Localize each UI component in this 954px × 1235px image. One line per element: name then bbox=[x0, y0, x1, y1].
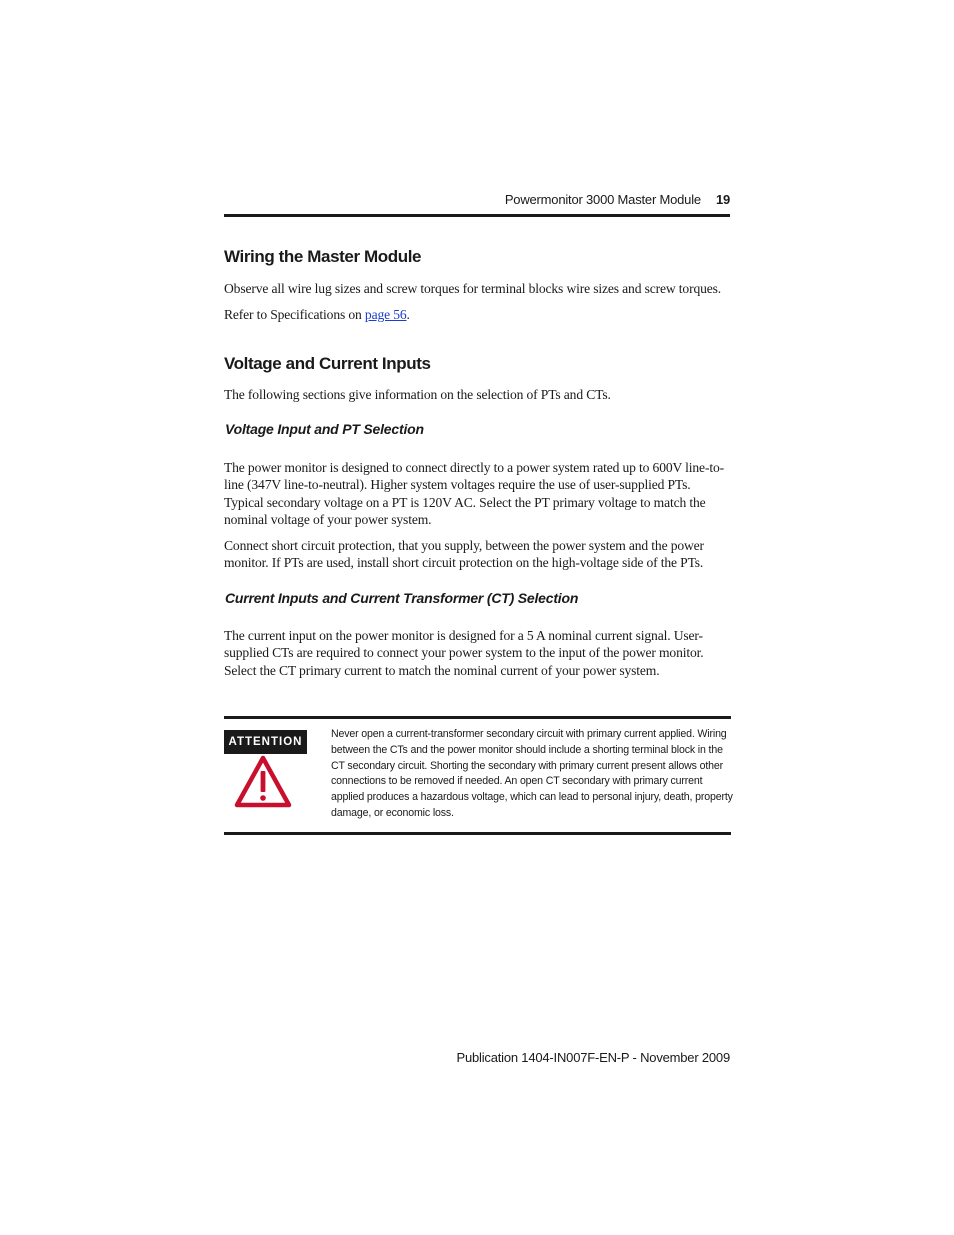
attention-text: Never open a current-transformer secondary circuit with primary current applied. Wiring between the CTs and the power monitor should include a shorting terminal block in the CT secondary circuit. Shorting the secondary with primary current present allows other connections to be removed if needed. An open CT secondary with primary current applied produces a hazardous voltage, which can lead to personal injury, death, property damage, or economic loss. bbox=[331, 728, 733, 819]
attention-bottom-rule bbox=[224, 832, 731, 835]
wiring-heading: Wiring the Master Module bbox=[224, 247, 422, 266]
header-rule bbox=[224, 214, 730, 217]
voltage-current-heading: Voltage and Current Inputs bbox=[224, 354, 431, 373]
wiring-paragraph-1: Observe all wire lug sizes and screw torques for terminal blocks wire sizes and screw torques. bbox=[224, 281, 722, 296]
voltage-current-intro: The following sections give information on the selection of PTs and CTs. bbox=[224, 387, 611, 402]
voltage-subheading: Voltage Input and PT Selection bbox=[225, 421, 424, 437]
specs-reference-text: Refer to Specifications on bbox=[224, 307, 365, 322]
warning-triangle-icon bbox=[234, 755, 292, 808]
attention-badge: ATTENTION bbox=[224, 730, 307, 754]
attention-top-rule bbox=[224, 716, 731, 719]
voltage-paragraph-2: Connect short circuit protection, that you supply, between the power system and the power monitor. If PTs are used, install short circuit protection on the high-voltage side of the PTs. bbox=[224, 538, 704, 571]
current-subheading: Current Inputs and Current Transformer (CT) Selection bbox=[225, 590, 579, 606]
running-header bbox=[224, 192, 730, 210]
wiring-paragraph-2 bbox=[224, 306, 732, 323]
current-paragraph-1: The current input on the power monitor is designed for a 5 A nominal current signal. User-supplied CTs are required to connect your power system to the input of the power monitor. Select the CT primary current to match the nominal current of your power system. bbox=[224, 628, 704, 678]
voltage-paragraph-1: The power monitor is designed to connect directly to a power system rated up to 600V line-to-line (347V line-to-neutral). Higher system voltages require the use of user-supplied PTs. Typical secondary voltage on a PT is 120V AC. Select the PT primary voltage to match the nominal voltage of your power system. bbox=[224, 460, 724, 527]
publication-footer: Publication 1404-IN007F-EN-P - November 2009 bbox=[456, 1050, 730, 1065]
page-number: 19 bbox=[715, 192, 730, 207]
header-title: Powermonitor 3000 Master Module bbox=[504, 192, 701, 207]
page-56-link[interactable]: page 56 bbox=[364, 307, 407, 322]
specs-reference-period: . bbox=[406, 307, 410, 322]
